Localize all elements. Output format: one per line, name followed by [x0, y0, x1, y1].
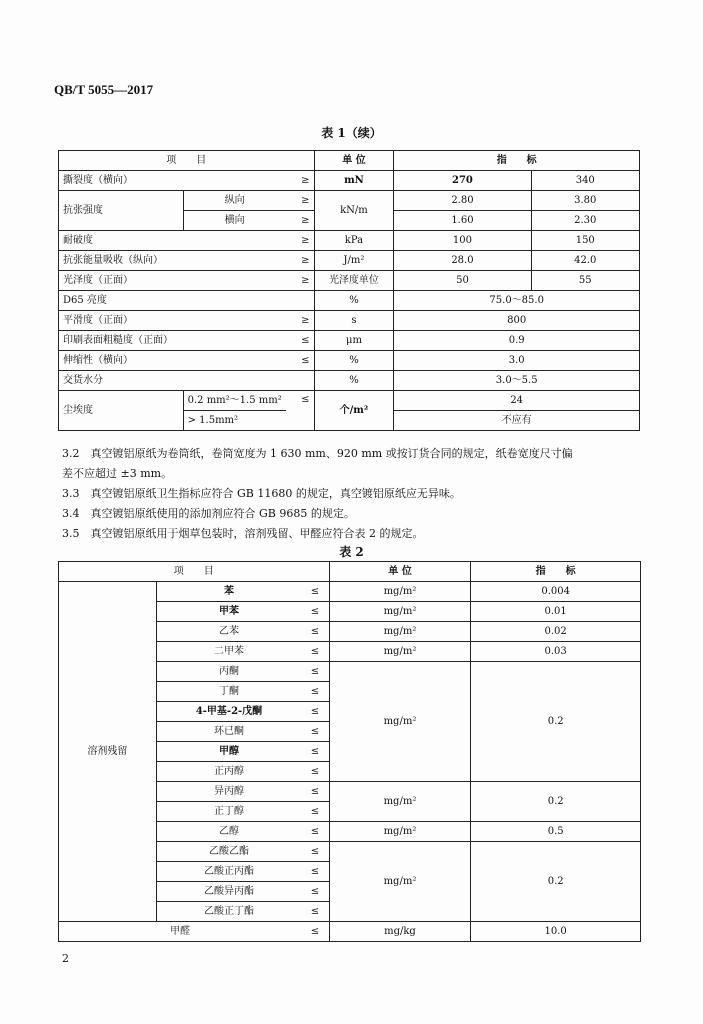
para-3-2-line1: 3.2 真空镀铝原纸为卷筒纸，卷筒宽度为 1 630 mm、920 mm 或按订货合同的规定，纸卷宽度尺寸偏: [62, 447, 573, 460]
value: 55: [531, 271, 639, 291]
operator: ≤: [301, 682, 329, 702]
substance-name: 正丙醇: [156, 762, 301, 782]
value: 3.0: [394, 351, 640, 371]
unit: 个/m²: [314, 391, 394, 431]
table1-header-row: [59, 151, 640, 171]
unit: mg/m²: [329, 622, 471, 642]
unit: J/m²: [314, 251, 394, 271]
table-row: [59, 231, 640, 251]
substance-name: 二甲苯: [156, 642, 301, 662]
substance-name: 4-甲基-2-戊酮: [156, 702, 301, 722]
row-label: D65 亮度: [59, 291, 315, 311]
standard-code-header: QB/T 5055—2017: [54, 82, 154, 97]
row-label: 伸缩性（横向）: [59, 351, 286, 371]
row-label: 耐破度: [59, 231, 286, 251]
value: 0.9: [394, 331, 640, 351]
value: 3.80: [531, 191, 639, 211]
sub-label: 纵向: [183, 191, 286, 211]
value: 2.30: [531, 211, 639, 231]
operator: ≤: [301, 702, 329, 722]
sub-label: > 1.5mm²: [183, 411, 286, 431]
value: 50: [394, 271, 531, 291]
operator: ≤: [301, 922, 329, 942]
unit: μm: [314, 331, 394, 351]
table2-caption: 表 2: [339, 545, 364, 559]
table-row: [59, 191, 640, 211]
table-row: [59, 291, 640, 311]
row-label: 平滑度（正面）: [59, 311, 286, 331]
operator: ≤: [301, 902, 329, 922]
sub-label: 0.2 mm²～1.5 mm²: [183, 391, 286, 411]
value: 24: [394, 391, 640, 411]
unit: mg/m²: [329, 642, 471, 662]
substance-name: 丙酮: [156, 662, 301, 682]
formaldehyde-label: 甲醛: [59, 922, 302, 942]
unit: mN: [314, 171, 394, 191]
unit: %: [314, 351, 394, 371]
row-label: 撕裂度（横向）: [59, 171, 286, 191]
operator: ≤: [301, 862, 329, 882]
solvent-residue-group: 溶剂残留: [59, 582, 157, 922]
value: 340: [531, 171, 639, 191]
substance-name: 乙苯: [156, 622, 301, 642]
row-label: 光泽度（正面）: [59, 271, 286, 291]
operator: ≤: [286, 391, 314, 431]
sub-label: 横向: [183, 211, 286, 231]
unit: mg/m²: [329, 602, 471, 622]
row-label: 抗张能量吸收（纵向）: [59, 251, 286, 271]
operator: ≤: [301, 602, 329, 622]
operator: ≤: [301, 642, 329, 662]
value: 0.02: [471, 622, 641, 642]
table-row: [59, 311, 640, 331]
operator: ≥: [286, 191, 314, 211]
unit: mg/m²: [329, 782, 471, 822]
unit: 光泽度单位: [314, 271, 394, 291]
operator: ≤: [301, 582, 329, 602]
table-row: [59, 371, 640, 391]
operator: ≥: [286, 251, 314, 271]
table2-head-index: 指 标: [471, 562, 641, 582]
value: 42.0: [531, 251, 639, 271]
operator: ≥: [286, 271, 314, 291]
table1-caption: 表 1（续）: [321, 126, 382, 140]
para-3-4: 3.4 真空镀铝原纸使用的添加剂应符合 GB 9685 的规定。: [62, 507, 355, 520]
value: 10.0: [471, 922, 641, 942]
operator: ≤: [301, 742, 329, 762]
value: 0.2: [471, 782, 641, 822]
operator: ≤: [286, 331, 314, 351]
operator: ≤: [286, 351, 314, 371]
unit: kN/m: [314, 191, 394, 231]
operator: ≤: [301, 822, 329, 842]
substance-name: 乙酸异丙酯: [156, 882, 301, 902]
substance-name: 正丁醇: [156, 802, 301, 822]
value: 0.004: [471, 582, 641, 602]
operator: ≤: [301, 782, 329, 802]
para-3-3: 3.3 真空镀铝原纸卫生指标应符合 GB 11680 的规定，真空镀铝原纸应无异味。: [62, 487, 461, 500]
row-label: 印刷表面粗糙度（正面）: [59, 331, 286, 351]
operator: ≤: [301, 802, 329, 822]
value: 3.0～5.5: [394, 371, 640, 391]
para-3-2-line2: 差不应超过 ±3 mm。: [62, 467, 173, 480]
substance-name: 甲醇: [156, 742, 301, 762]
value: 2.80: [394, 191, 531, 211]
unit: %: [314, 371, 394, 391]
table-row: [59, 171, 640, 191]
substance-name: 乙酸正丙酯: [156, 862, 301, 882]
value: 0.2: [471, 662, 641, 782]
row-label: 交货水分: [59, 371, 315, 391]
operator: ≤: [301, 842, 329, 862]
operator: ≤: [301, 662, 329, 682]
table-row: [59, 331, 640, 351]
table2-head-item: 项 目: [59, 562, 330, 582]
unit: mg/m²: [329, 822, 471, 842]
substance-name: 环已酮: [156, 722, 301, 742]
substance-name: 苯: [156, 582, 301, 602]
row-label: 尘埃度: [59, 391, 184, 431]
operator: ≥: [286, 171, 314, 191]
operator: ≤: [301, 722, 329, 742]
substance-name: 乙酸正丁酯: [156, 902, 301, 922]
page-number: 2: [62, 952, 69, 965]
unit: mg/m²: [329, 582, 471, 602]
value: 800: [394, 311, 640, 331]
table-row: [59, 271, 640, 291]
table1-head-item: 项 目: [59, 151, 315, 171]
value: 0.2: [471, 842, 641, 922]
table1-head-unit: 单 位: [314, 151, 394, 171]
table2: [58, 561, 641, 942]
operator: ≤: [301, 762, 329, 782]
unit: mg/m²: [329, 842, 471, 922]
value: 不应有: [394, 411, 640, 431]
value: 100: [394, 231, 531, 251]
operator: ≥: [286, 211, 314, 231]
substance-name: 甲苯: [156, 602, 301, 622]
table1-head-index: 指 标: [394, 151, 640, 171]
row-label: 抗张强度: [59, 191, 184, 231]
unit: mg/m²: [329, 662, 471, 782]
para-3-5: 3.5 真空镀铝原纸用于烟草包装时，溶剂残留、甲醛应符合表 2 的规定。: [62, 527, 424, 540]
unit: s: [314, 311, 394, 331]
substance-name: 丁酮: [156, 682, 301, 702]
table-row: [59, 351, 640, 371]
value: 0.03: [471, 642, 641, 662]
value: 0.01: [471, 602, 641, 622]
substance-name: 异丙醇: [156, 782, 301, 802]
value: 150: [531, 231, 639, 251]
value: 28.0: [394, 251, 531, 271]
unit: %: [314, 291, 394, 311]
table2-head-unit: 单 位: [329, 562, 471, 582]
substance-name: 乙醇: [156, 822, 301, 842]
operator: ≤: [301, 882, 329, 902]
operator: ≥: [286, 231, 314, 251]
table-row: [59, 922, 641, 942]
value: 75.0～85.0: [394, 291, 640, 311]
substance-name: 乙酸乙酯: [156, 842, 301, 862]
table1: [58, 150, 640, 431]
table-row: [59, 391, 640, 411]
value: 1.60: [394, 211, 531, 231]
value: 270: [394, 171, 531, 191]
unit: mg/kg: [329, 922, 471, 942]
unit: kPa: [314, 231, 394, 251]
table-row: [59, 251, 640, 271]
operator: ≥: [286, 311, 314, 331]
table2-header-row: [59, 562, 641, 582]
table-row: [59, 582, 641, 602]
operator: ≤: [301, 622, 329, 642]
value: 0.5: [471, 822, 641, 842]
